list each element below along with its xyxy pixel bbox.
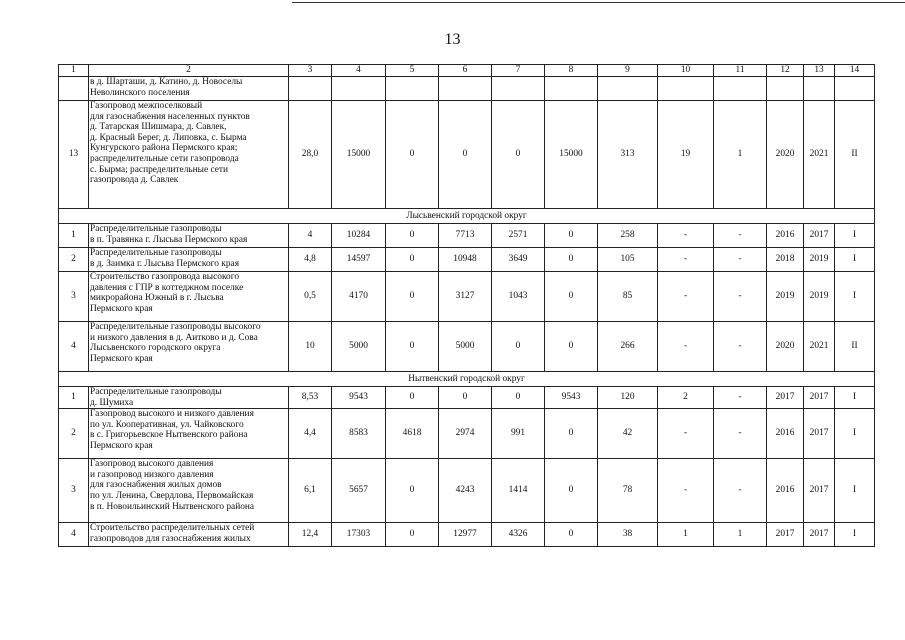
column-header: 5 [386, 65, 439, 77]
table-cell: 2017 [804, 409, 835, 459]
table-cell: 2018 [767, 248, 804, 272]
table-cell: 2 [59, 248, 89, 272]
table-cell: 2017 [804, 523, 835, 547]
table-cell: 8583 [332, 409, 386, 459]
table-cell: 3 [59, 459, 89, 523]
table-cell: I [835, 387, 875, 409]
table-cell: 1 [714, 101, 767, 209]
table-cell: 5657 [332, 459, 386, 523]
table-cell: 5000 [439, 322, 492, 372]
table-cell: 28,0 [289, 101, 332, 209]
table-cell [767, 77, 804, 101]
table-cell: - [714, 322, 767, 372]
table-cell: 7713 [439, 224, 492, 248]
table-cell: 2019 [804, 272, 835, 322]
table-row [59, 101, 875, 209]
table-cell: 2016 [767, 409, 804, 459]
column-header: 8 [545, 65, 598, 77]
description-cell: Строительство газопровода высокого давления с ГПР в коттеджном поселке микрорайона Южный в г. Лысьва Пермского края [89, 272, 289, 322]
table-cell: I [835, 248, 875, 272]
column-header: 2 [89, 65, 289, 77]
table-cell [658, 77, 714, 101]
table-cell: 4326 [492, 523, 545, 547]
table-cell: 2019 [804, 248, 835, 272]
column-header: 9 [598, 65, 658, 77]
table-cell: 1414 [492, 459, 545, 523]
table-cell: I [835, 459, 875, 523]
table-cell: 4618 [386, 409, 439, 459]
table-cell: 0 [545, 248, 598, 272]
description-cell: Распределительные газопроводы в д. Заимка г. Лысьва Пермского края [89, 248, 289, 272]
header-row [59, 65, 875, 77]
table-cell: 4 [289, 224, 332, 248]
table-cell: 6,1 [289, 459, 332, 523]
table-cell: 12977 [439, 523, 492, 547]
column-header: 4 [332, 65, 386, 77]
section-title: Нытвенский городской округ [59, 372, 875, 387]
table-cell: - [714, 248, 767, 272]
table-cell: 313 [598, 101, 658, 209]
table-cell: 1043 [492, 272, 545, 322]
table-cell: 2017 [804, 459, 835, 523]
table-cell: 3649 [492, 248, 545, 272]
table-cell: 1 [714, 523, 767, 547]
table-cell [386, 77, 439, 101]
page-number: 13 [444, 31, 461, 48]
table-cell: 1 [658, 523, 714, 547]
table-cell: 0 [492, 387, 545, 409]
table-cell: I [835, 523, 875, 547]
table-row [59, 272, 875, 322]
table-cell: - [658, 322, 714, 372]
table-cell [439, 77, 492, 101]
table-cell: 4243 [439, 459, 492, 523]
table-cell: 105 [598, 248, 658, 272]
table-cell: 0 [492, 322, 545, 372]
table-cell: 8,53 [289, 387, 332, 409]
table-row [59, 77, 875, 101]
table-cell: I [835, 272, 875, 322]
table-cell: 4,4 [289, 409, 332, 459]
table-cell: 2016 [767, 459, 804, 523]
table-cell: 258 [598, 224, 658, 248]
table-cell: II [835, 322, 875, 372]
table-cell: 0 [386, 459, 439, 523]
column-header: 3 [289, 65, 332, 77]
table-row [59, 248, 875, 272]
table-cell: 2017 [804, 387, 835, 409]
table-cell: 0 [386, 248, 439, 272]
table-cell: 10284 [332, 224, 386, 248]
table-cell: 0 [545, 409, 598, 459]
table-cell: - [714, 409, 767, 459]
table-row [59, 523, 875, 547]
column-header: 14 [835, 65, 875, 77]
table-cell: 42 [598, 409, 658, 459]
table-cell: 3 [59, 272, 89, 322]
table-cell: 0 [545, 523, 598, 547]
table-cell: 0 [545, 272, 598, 322]
table-cell: 4170 [332, 272, 386, 322]
section-row [59, 209, 875, 224]
table-cell: 9543 [332, 387, 386, 409]
description-cell: Строительство распределительных сетей газопроводов для газоснабжения жилых [89, 523, 289, 547]
table-cell [598, 77, 658, 101]
table-cell: 2 [658, 387, 714, 409]
table-cell: 0 [439, 387, 492, 409]
table-cell: - [714, 224, 767, 248]
table-cell: 3127 [439, 272, 492, 322]
table-cell: 2571 [492, 224, 545, 248]
column-header: 1 [59, 65, 89, 77]
table-cell: 0 [545, 459, 598, 523]
table-cell: 10 [289, 322, 332, 372]
table-cell: 2020 [767, 322, 804, 372]
table-cell [545, 77, 598, 101]
section-title: Лысьвенский городской округ [59, 209, 875, 224]
table-cell: 2017 [767, 387, 804, 409]
table-cell: 0 [386, 224, 439, 248]
table-cell: - [658, 409, 714, 459]
table-cell: 2974 [439, 409, 492, 459]
table-cell: 2020 [767, 101, 804, 209]
table-cell: 4,8 [289, 248, 332, 272]
table-cell [492, 77, 545, 101]
table-cell: 991 [492, 409, 545, 459]
table-cell: 0 [545, 224, 598, 248]
description-cell: Распределительные газопроводы в п. Травянка г. Лысьва Пермского края [89, 224, 289, 248]
description-cell: Газопровод высокого и низкого давления по ул. Кооперативная, ул. Чайковского в с. Григорьевское Нытвенского района Пермского края [89, 409, 289, 459]
table-cell: 0 [492, 101, 545, 209]
table-cell: 2017 [804, 224, 835, 248]
table-cell: 0 [386, 101, 439, 209]
table-cell: 17303 [332, 523, 386, 547]
table-cell: 1 [59, 224, 89, 248]
table-cell [714, 77, 767, 101]
table-cell: 15000 [332, 101, 386, 209]
table-cell: 19 [658, 101, 714, 209]
table-cell: 10948 [439, 248, 492, 272]
table-cell: 13 [59, 101, 89, 209]
table-cell: 2021 [804, 101, 835, 209]
description-cell: в д. Шарташи, д. Катино, д. Новоселы Неволинского поселения [89, 77, 289, 101]
column-header: 7 [492, 65, 545, 77]
description-cell: Распределительные газопроводы д. Шумиха [89, 387, 289, 409]
table-cell: 0 [386, 387, 439, 409]
column-header: 13 [804, 65, 835, 77]
table-cell: II [835, 101, 875, 209]
table-cell: 4 [59, 322, 89, 372]
table-cell: - [658, 248, 714, 272]
table-cell: - [714, 387, 767, 409]
table-row [59, 224, 875, 248]
table-cell: 0 [386, 272, 439, 322]
table-cell: 2017 [767, 523, 804, 547]
table-cell: 120 [598, 387, 658, 409]
table-cell: 14597 [332, 248, 386, 272]
table-row [59, 459, 875, 523]
table-cell: 9543 [545, 387, 598, 409]
table-cell: I [835, 224, 875, 248]
table-cell [59, 77, 89, 101]
table-cell: 78 [598, 459, 658, 523]
table-cell: 38 [598, 523, 658, 547]
table-cell: 2021 [804, 322, 835, 372]
table-row [59, 322, 875, 372]
table-cell [332, 77, 386, 101]
table-cell: - [658, 459, 714, 523]
table-cell: 5000 [332, 322, 386, 372]
gas-pipeline-table [58, 64, 875, 547]
table-cell: 0 [439, 101, 492, 209]
table-row [59, 409, 875, 459]
table-cell: - [714, 459, 767, 523]
description-cell: Газопровод высокого давления и газопровод низкого давления для газоснабжения жилых домов по ул. Ленина, Свердлова, Первомайская в п. Новоильинский Нытвенского района [89, 459, 289, 523]
table-cell: 2 [59, 409, 89, 459]
table-cell: 0,5 [289, 272, 332, 322]
table-cell: - [714, 272, 767, 322]
table-cell: 85 [598, 272, 658, 322]
table-cell: 4 [59, 523, 89, 547]
table-cell: 12,4 [289, 523, 332, 547]
table-cell [804, 77, 835, 101]
table-cell: 1 [59, 387, 89, 409]
table-cell [289, 77, 332, 101]
column-header: 11 [714, 65, 767, 77]
table-cell: 2016 [767, 224, 804, 248]
column-header: 10 [658, 65, 714, 77]
table-cell: 0 [386, 322, 439, 372]
table-cell: 266 [598, 322, 658, 372]
column-header: 6 [439, 65, 492, 77]
column-header: 12 [767, 65, 804, 77]
table-cell: 15000 [545, 101, 598, 209]
table-cell [835, 77, 875, 101]
table-cell: 0 [545, 322, 598, 372]
description-cell: Распределительные газопроводы высокого и низкого давления в д. Аитково и д. Сова Лысьвенского городского округа Пермского края [89, 322, 289, 372]
description-cell: Газопровод межпоселковый для газоснабжения населенных пунктов д. Татарская Шишмара, д. Савлек, д. Красный Берег, д. Липовка, с. Бырма Кунгурского района Пермского края; распределительные сети газопровода с. Бырма; распределительные сети газопровода д. Савлек [89, 101, 289, 209]
table-cell: 2019 [767, 272, 804, 322]
table-row [59, 387, 875, 409]
top-rule [292, 2, 905, 3]
section-row [59, 372, 875, 387]
table-cell: I [835, 409, 875, 459]
table-cell: - [658, 224, 714, 248]
table-cell: 0 [386, 523, 439, 547]
table-cell: - [658, 272, 714, 322]
